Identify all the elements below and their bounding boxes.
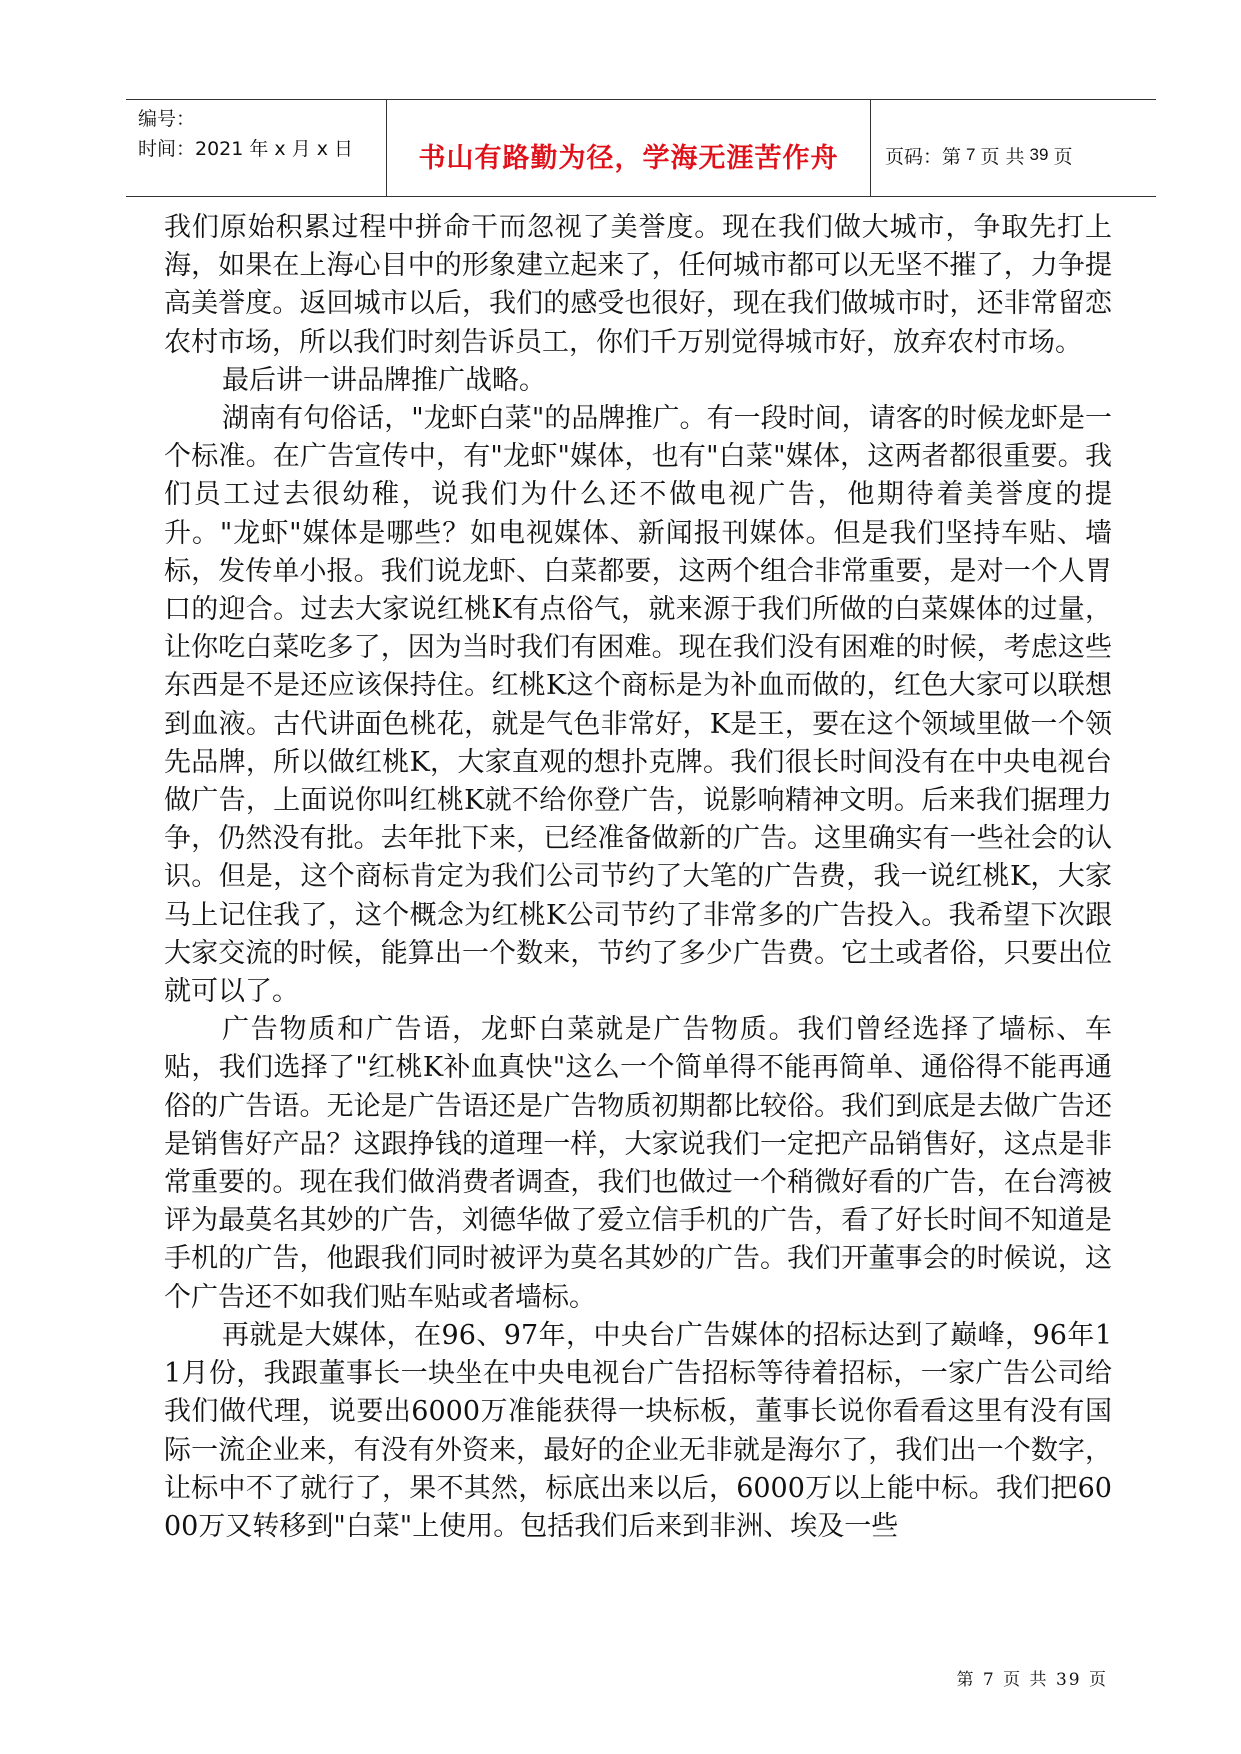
paragraph: 广告物质和广告语，龙虾白菜就是广告物质。我们曾经选择了墙标、车贴，我们选择了"红桃K补血真快"这么一个简单得不能再简单、通俗得不能再通俗的广告语。无论是广告语还是广告物质初期都比较俗。我们到底是去做广告还是销售好产品？这跟挣钱的道理一样，大家说我们一定把产品销售好，这点是非常重要的。现在我们做消费者调查，我们也做过一个稍微好看的广告，在台湾被评为最莫名其妙的广告，刘德华做了爱立信手机的广告，看了好长时间不知道是手机的广告，他跟我们同时被评为莫名其妙的广告。我们开董事会的时候说，这个广告还不如我们贴车贴或者墙标。	[164, 1014, 1112, 1313]
document-time-label: 时间：2021 年 x 月 x 日	[138, 138, 354, 160]
header-motto: 书山有路勤为径，学海无涯苦作舟	[418, 142, 839, 174]
header-meta	[126, 100, 386, 196]
paragraph: 我们原始积累过程中拼命干而忽视了美誉度。现在我们做大城市，争取先打上海，如果在上海心目中的形象建立起来了，任何城市都可以无坚不摧了，力争提高美誉度。返回城市以后，我们的感受也很好，现在我们做城市时，还非常留恋农村市场，所以我们时刻告诉员工，你们千万别觉得城市好，放弃农村市场。	[164, 212, 1112, 358]
document-number-label: 编号：	[138, 108, 196, 130]
page-prefix: 页码：第	[885, 145, 962, 168]
page-current: 7	[966, 145, 976, 164]
paragraph: 最后讲一讲品牌推广战略。	[222, 364, 546, 396]
page-suffix: 页	[1053, 145, 1073, 168]
page-footer: 第 7 页 共 39 页	[956, 1670, 1108, 1690]
header-page-info	[871, 100, 1156, 196]
page-total: 39	[1029, 145, 1049, 164]
header-motto-cell	[386, 100, 871, 196]
page-header	[126, 99, 1156, 197]
paragraph: 湖南有句俗话，"龙虾白菜"的品牌推广。有一段时间，请客的时候龙虾是一个标准。在广告宣传中，有"龙虾"媒体，也有"白菜"媒体，这两者都很重要。我们员工过去很幼稚，说我们为什么还不做电视广告，他期待着美誉度的提升。"龙虾"媒体是哪些？如电视媒体、新闻报刊媒体。但是我们坚持车贴、墙标，发传单小报。我们说龙虾、白菜都要，这两个组合非常重要，是对一个人胃口的迎合。过去大家说红桃K有点俗气，就来源于我们所做的白菜媒体的过量，让你吃白菜吃多了，因为当时我们有困难。现在我们没有困难的时候，考虑这些东西是不是还应该保持住。红桃K这个商标是为补血而做的，红色大家可以联想到血液。古代讲面色桃花，就是气色非常好，K是王，要在这个领域里做一个领先品牌，所以做红桃K，大家直观的想扑克牌。我们很长时间没有在中央电视台做广告，上面说你叫红桃K就不给你登广告，说影响精神文明。后来我们据理力争，仍然没有批。去年批下来，已经准备做新的广告。这里确实有一些社会的认识。但是，这个商标肯定为我们公司节约了大笔的广告费，我一说红桃K，大家马上记住我了，这个概念为红桃K公司节约了非常多的广告投入。我希望下次跟大家交流的时候，能算出一个数来，节约了多少广告费。它土或者俗，只要出位就可以了。	[164, 403, 1112, 1008]
body-text	[164, 209, 1112, 1546]
paragraph: 再就是大媒体，在96、97年，中央台广告媒体的招标达到了巅峰，96年11月份，我跟董事长一块坐在中央电视台广告招标等待着招标，一家广告公司给我们做代理，说要出6000万准能获得一块标板，董事长说你看看这里有没有国际一流企业来，有没有外资来，最好的企业无非就是海尔了，我们出一个数字，让标中不了就行了，果不其然，标底出来以后，6000万以上能中标。我们把6000万又转移到"白菜"上使用。包括我们后来到非洲、埃及一些	[164, 1319, 1112, 1542]
page-mid: 页 共	[980, 145, 1025, 168]
